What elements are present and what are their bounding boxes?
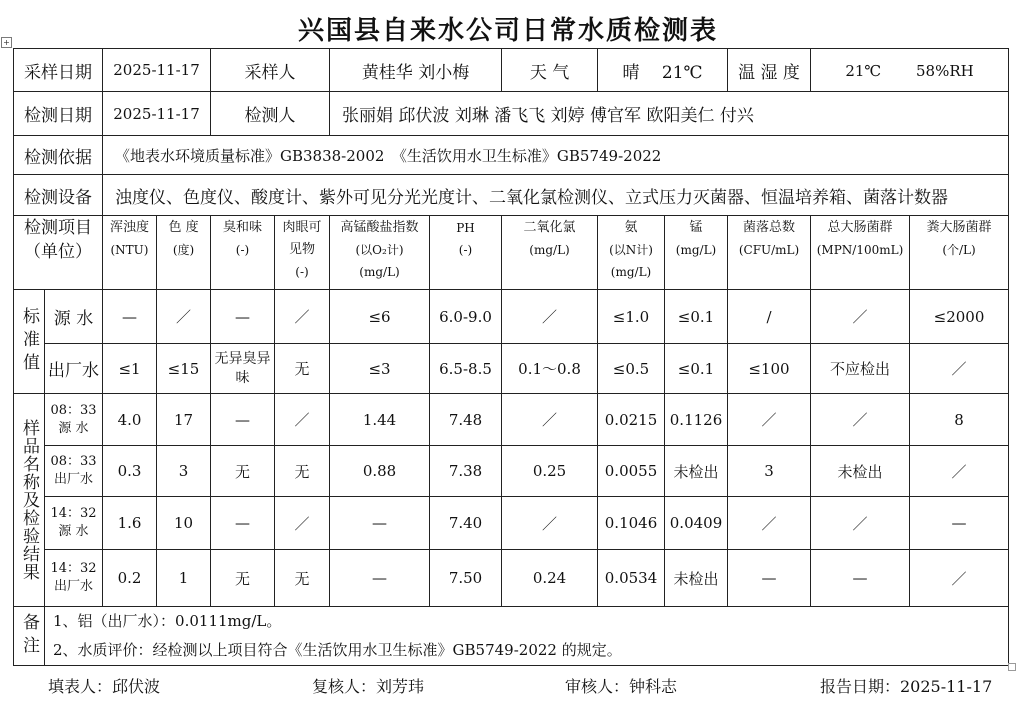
testing-person-label: 检测人 bbox=[211, 92, 330, 136]
col-header-line: 见物 bbox=[289, 242, 316, 257]
col-header-line: 臭和味 bbox=[223, 220, 263, 235]
table-cell: 0.0534 bbox=[598, 550, 665, 607]
sampling-date-label: 采样日期 bbox=[14, 49, 103, 92]
col-header-unit: (CFU/mL) bbox=[738, 243, 800, 257]
table-cell: 6.5-8.5 bbox=[430, 344, 502, 394]
table-cell: — bbox=[103, 290, 157, 344]
col-header-line: 粪大肠菌群 bbox=[926, 220, 992, 235]
sample-type: 源 水 bbox=[58, 420, 89, 436]
table-cell: — bbox=[211, 497, 275, 550]
sampling-row bbox=[14, 49, 1009, 92]
form-title: 兴国县自来水公司日常水质检测表 bbox=[297, 16, 718, 46]
table-cell: ／ bbox=[275, 497, 330, 550]
table-cell: ／ bbox=[502, 394, 598, 446]
temp-humidity-value: 21℃ 58%RH bbox=[811, 49, 1009, 92]
table-cell: 0.1046 bbox=[598, 497, 665, 550]
filler-signature: 填表人：邱伏波 bbox=[48, 677, 161, 696]
items-header-label bbox=[14, 216, 103, 290]
sampling-person-label: 采样人 bbox=[211, 49, 330, 92]
table-cell: ≤15 bbox=[157, 344, 211, 394]
table-cell: — bbox=[910, 497, 1009, 550]
sample-time: 08：33 bbox=[50, 402, 97, 418]
table-cell: ≤6 bbox=[330, 290, 430, 344]
col-header-line: 二氧化氯 bbox=[523, 220, 576, 235]
table-cell: 无异臭异味 bbox=[211, 344, 275, 394]
items-label-line2: （单位） bbox=[24, 242, 92, 262]
col-header-odor bbox=[211, 216, 275, 290]
col-header-unit: (-) bbox=[235, 243, 250, 257]
approver-signature: 审核人：钟科志 bbox=[565, 677, 678, 696]
table-cell: 无 bbox=[211, 446, 275, 497]
table-cell: — bbox=[211, 394, 275, 446]
items-label-line1: 检测项目 bbox=[24, 218, 92, 238]
table-cell: 0.25 bbox=[502, 446, 598, 497]
col-header-line: 浑浊度 bbox=[109, 220, 149, 235]
basis-label: 检测依据 bbox=[14, 136, 103, 175]
table-cell: ／ bbox=[811, 394, 910, 446]
sample-row bbox=[14, 497, 1009, 550]
table-cell: 未检出 bbox=[811, 446, 910, 497]
sample-row bbox=[14, 394, 1009, 446]
table-cell: ／ bbox=[502, 497, 598, 550]
col-header-unit: (-) bbox=[458, 243, 473, 257]
table-cell: 0.1～0.8 bbox=[502, 344, 598, 394]
table-cell: 0.0409 bbox=[665, 497, 728, 550]
table-cell: 0.88 bbox=[330, 446, 430, 497]
table-cell: 无 bbox=[275, 344, 330, 394]
table-cell: 7.50 bbox=[430, 550, 502, 607]
table-cell: 7.48 bbox=[430, 394, 502, 446]
reviewer-signature: 复核人：刘芳玮 bbox=[312, 677, 425, 696]
table-cell: ／ bbox=[910, 344, 1009, 394]
sample-name bbox=[45, 394, 103, 446]
testing-date-label: 检测日期 bbox=[14, 92, 103, 136]
basis-row bbox=[14, 136, 1009, 175]
table-cell: ／ bbox=[811, 290, 910, 344]
weather-label: 天 气 bbox=[502, 49, 598, 92]
table-cell: 0.24 bbox=[502, 550, 598, 607]
col-header-unit: (mg/L) bbox=[529, 243, 570, 257]
table-cell: ／ bbox=[157, 290, 211, 344]
table-cell: 未检出 bbox=[665, 446, 728, 497]
table-cell: ≤3 bbox=[330, 344, 430, 394]
standard-row-finished bbox=[14, 344, 1009, 394]
table-cell: 3 bbox=[728, 446, 811, 497]
table-cell: ≤0.1 bbox=[665, 290, 728, 344]
table-resize-handle[interactable] bbox=[1008, 663, 1016, 671]
samples-label: 样品名称及检验结果 bbox=[14, 394, 45, 607]
col-header-unit: (MPN/100mL) bbox=[816, 243, 904, 257]
table-cell: ≤2000 bbox=[910, 290, 1009, 344]
col-header-unit: (个/L) bbox=[942, 243, 976, 257]
col-header-line: 色 度 bbox=[168, 220, 199, 235]
table-cell: ≤100 bbox=[728, 344, 811, 394]
sample-time: 08：33 bbox=[50, 454, 97, 469]
table-cell: 7.40 bbox=[430, 497, 502, 550]
temp-humidity-label: 温 湿 度 bbox=[728, 49, 811, 92]
col-header-line: 氨 bbox=[624, 220, 638, 235]
table-cell: ／ bbox=[728, 394, 811, 446]
remark-line: 2、水质评价：经检测以上项目符合《生活饮用水卫生标准》GB5749-2022 的规定。 bbox=[53, 641, 622, 659]
table-cell: ／ bbox=[811, 497, 910, 550]
col-header-total-coliform bbox=[811, 216, 910, 290]
remarks-content bbox=[45, 607, 1009, 666]
table-cell: ／ bbox=[275, 290, 330, 344]
table-cell: 0.0055 bbox=[598, 446, 665, 497]
table-cell: ／ bbox=[275, 394, 330, 446]
testing-persons-value: 张丽娟 邱伏波 刘琳 潘飞飞 刘婷 傅官军 欧阳美仁 付兴 bbox=[330, 92, 1009, 136]
table-cell: 10 bbox=[157, 497, 211, 550]
col-header-colony-count bbox=[728, 216, 811, 290]
col-header-turbidity bbox=[103, 216, 157, 290]
col-header-line: 肉眼可 bbox=[282, 220, 322, 235]
sample-row bbox=[14, 550, 1009, 607]
table-cell: 无 bbox=[275, 446, 330, 497]
equipment-row bbox=[14, 175, 1009, 216]
col-header-unit: (-) bbox=[295, 265, 309, 279]
col-header-visible-matter bbox=[275, 216, 330, 290]
col-header-line: PH bbox=[456, 221, 475, 235]
testing-row bbox=[14, 92, 1009, 136]
col-header-chlorine-dioxide bbox=[502, 216, 598, 290]
standard-row-name: 出厂水 bbox=[45, 344, 103, 394]
table-cell: ≤0.1 bbox=[665, 344, 728, 394]
table-cell: 未检出 bbox=[665, 550, 728, 607]
col-header-manganese bbox=[665, 216, 728, 290]
table-cell: 17 bbox=[157, 394, 211, 446]
col-header-line: 总大肠菌群 bbox=[827, 220, 893, 235]
col-header-unit: (度) bbox=[172, 243, 195, 257]
equipment-value: 浊度仪、色度仪、酸度计、紫外可见分光光度计、二氧化氯检测仪、立式压力灭菌器、恒温培养箱、菌落计数器 bbox=[103, 175, 1009, 216]
col-header-line: 高锰酸盐指数 bbox=[340, 220, 419, 235]
table-cell: — bbox=[211, 290, 275, 344]
col-header-line: 锰 bbox=[689, 220, 703, 235]
basis-value: 《地表水环境质量标准》GB3838-2002 《生活饮用水卫生标准》GB5749-2022 bbox=[103, 136, 1009, 175]
sample-name bbox=[45, 497, 103, 550]
table-cell: 无 bbox=[275, 550, 330, 607]
table-cell: / bbox=[728, 290, 811, 344]
sample-name bbox=[45, 550, 103, 607]
col-header-unit: (以N计) bbox=[609, 243, 653, 257]
sample-type: 出厂水 bbox=[53, 579, 93, 594]
col-header-unit: (mg/L) bbox=[675, 243, 717, 257]
table-cell: 0.0215 bbox=[598, 394, 665, 446]
standard-row-raw bbox=[14, 290, 1009, 344]
table-cell: 7.38 bbox=[430, 446, 502, 497]
equipment-label: 检测设备 bbox=[14, 175, 103, 216]
table-cell: 1.44 bbox=[330, 394, 430, 446]
sample-time: 14：32 bbox=[50, 561, 97, 576]
sampling-person-value: 黄桂华 刘小梅 bbox=[330, 49, 502, 92]
testing-date-value: 2025-11-17 bbox=[103, 92, 211, 136]
col-header-ammonia bbox=[598, 216, 665, 290]
standard-row-name: 源 水 bbox=[45, 290, 103, 344]
table-cell: 0.1126 bbox=[665, 394, 728, 446]
sample-type: 源 水 bbox=[58, 524, 89, 539]
items-header-row bbox=[14, 216, 1009, 290]
table-cell: ≤0.5 bbox=[598, 344, 665, 394]
table-cell: 无 bbox=[211, 550, 275, 607]
report-date: 报告日期：2025-11-17 bbox=[820, 677, 993, 696]
weather-value: 晴 21℃ bbox=[598, 49, 728, 92]
col-header-fecal-coliform bbox=[910, 216, 1009, 290]
col-header-unit: (以O₂计) bbox=[355, 243, 404, 257]
remark-line: 1、铝（出厂水）：0.0111mg/L。 bbox=[53, 612, 282, 630]
remarks-label: 备注 bbox=[14, 607, 45, 666]
sample-time: 14：32 bbox=[50, 506, 97, 521]
table-cell: 不应检出 bbox=[811, 344, 910, 394]
table-cell: 1.6 bbox=[103, 497, 157, 550]
table-cell: 8 bbox=[910, 394, 1009, 446]
col-header-permanganate bbox=[330, 216, 430, 290]
table-cell: ≤1 bbox=[103, 344, 157, 394]
col-header-line: 菌落总数 bbox=[743, 220, 796, 235]
col-header-ph bbox=[430, 216, 502, 290]
table-cell: 6.0-9.0 bbox=[430, 290, 502, 344]
water-quality-table bbox=[13, 48, 1009, 666]
standard-label: 标准值 bbox=[14, 290, 45, 394]
col-header-unit: (mg/L) bbox=[359, 265, 400, 279]
table-cell: 0.3 bbox=[103, 446, 157, 497]
table-cell: ／ bbox=[910, 446, 1009, 497]
table-cell: 0.2 bbox=[103, 550, 157, 607]
sample-name bbox=[45, 446, 103, 497]
table-cell: ／ bbox=[910, 550, 1009, 607]
table-cell: — bbox=[811, 550, 910, 607]
table-cell: — bbox=[728, 550, 811, 607]
sample-type: 出厂水 bbox=[53, 472, 93, 487]
table-cell: 1 bbox=[157, 550, 211, 607]
sampling-date-value: 2025-11-17 bbox=[103, 49, 211, 92]
table-cell: ／ bbox=[502, 290, 598, 344]
col-header-unit: (NTU) bbox=[110, 243, 149, 257]
table-cell: 3 bbox=[157, 446, 211, 497]
table-cell: — bbox=[330, 497, 430, 550]
col-header-chroma bbox=[157, 216, 211, 290]
table-cell: — bbox=[330, 550, 430, 607]
table-cell: 4.0 bbox=[103, 394, 157, 446]
table-cell: ／ bbox=[728, 497, 811, 550]
table-cell: ≤1.0 bbox=[598, 290, 665, 344]
remarks-row bbox=[14, 607, 1009, 666]
table-move-handle-icon[interactable]: + bbox=[1, 37, 12, 48]
sample-row bbox=[14, 446, 1009, 497]
col-header-unit: (mg/L) bbox=[610, 265, 652, 279]
